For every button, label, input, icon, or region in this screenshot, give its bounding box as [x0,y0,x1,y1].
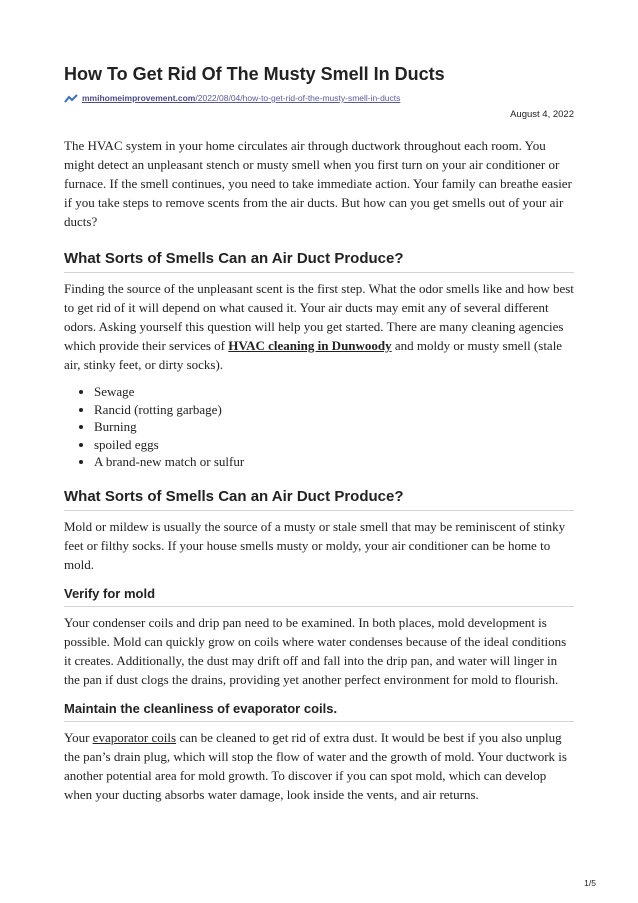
source-domain-link[interactable]: mmihomeimprovement.com [82,93,196,103]
section-heading-smells: What Sorts of Smells Can an Air Duct Produce? [64,249,574,273]
publish-date: August 4, 2022 [510,109,574,120]
source-line [64,92,574,104]
hvac-cleaning-link[interactable]: HVAC cleaning in Dunwoody [228,338,392,353]
paragraph-text: Finding the source of the unpleasant scent is the first step. What the odor smells like and how best to get rid of it will depend on what caused it. Your air ducts may emit any of several different odors. Asking yourself this question will help you get started. There are many cleaning agencies which provide their services of [64,281,574,353]
evaporator-coils-link[interactable]: evaporator coils [92,729,177,745]
subheading-evaporator-coils: Maintain the cleanliness of evaporator coils. [64,700,574,722]
intro-paragraph: The HVAC system in your home circulates air through ductwork throughout each room. You might detect an unpleasant stench or musty smell when you first turn on your air conditioner or furnace. If the smell continues, you need to take immediate action. Your family can breathe easier if you take steps to remove scents from the air ducts. But how can you get smells out of your air ducts? [64,138,572,229]
smell-list [64,383,574,471]
evaporator-coils-paragraph [64,728,574,804]
section-mold-paragraph: Mold or mildew is usually the source of a musty or stale smell that may be reminiscent of stinky feet or filthy socks. If your house smells musty or moldy, your air conditioner can be home to mold. [64,518,566,572]
subheading-verify-mold: Verify for mold [64,585,574,607]
paragraph-text: and moldy or musty smell (stale air, stinky feet, or dirty socks). [64,338,563,372]
section-smells-paragraph [64,279,574,374]
page-number: 1/5 [584,878,596,888]
paragraph-text: can be cleaned to get rid of extra dust. It would be best if you also unplug the pan’s drain plug, which will stop the flow of water and the growth of mold. Your ductwork is another potential area for mold growth. To discover if you can spot mold, which can develop when your ducting absorbs water damage, look inside the vents, and air returns. [64,729,567,802]
link-icon [64,94,78,103]
page-title: How To Get Rid Of The Musty Smell In Ducts [64,64,445,84]
list-item: • Burning [94,418,574,436]
paragraph-text: Your [64,729,93,745]
list-item: • A brand-new match or sulfur [94,453,574,471]
list-item: • Rancid (rotting garbage) [94,401,574,419]
list-item: • Sewage [94,383,574,401]
section-heading-smells-2: What Sorts of Smells Can an Air Duct Produce? [64,487,574,511]
list-item: • spoiled eggs [94,436,574,454]
verify-mold-paragraph: Your condenser coils and drip pan need to be examined. In both places, mold development is possible. Mold can quickly grow on coils where water condenses because of the ideal conditions it creates. Additionally, the dust may drift off and fall into the drip pan, and water will linger in the pan if dust clogs the drains, providing yet another perfect environment for mold to flourish. [64,614,567,687]
source-path-link[interactable]: /2022/08/04/how-to-get-rid-of-the-musty-smell-in-ducts [195,93,401,103]
